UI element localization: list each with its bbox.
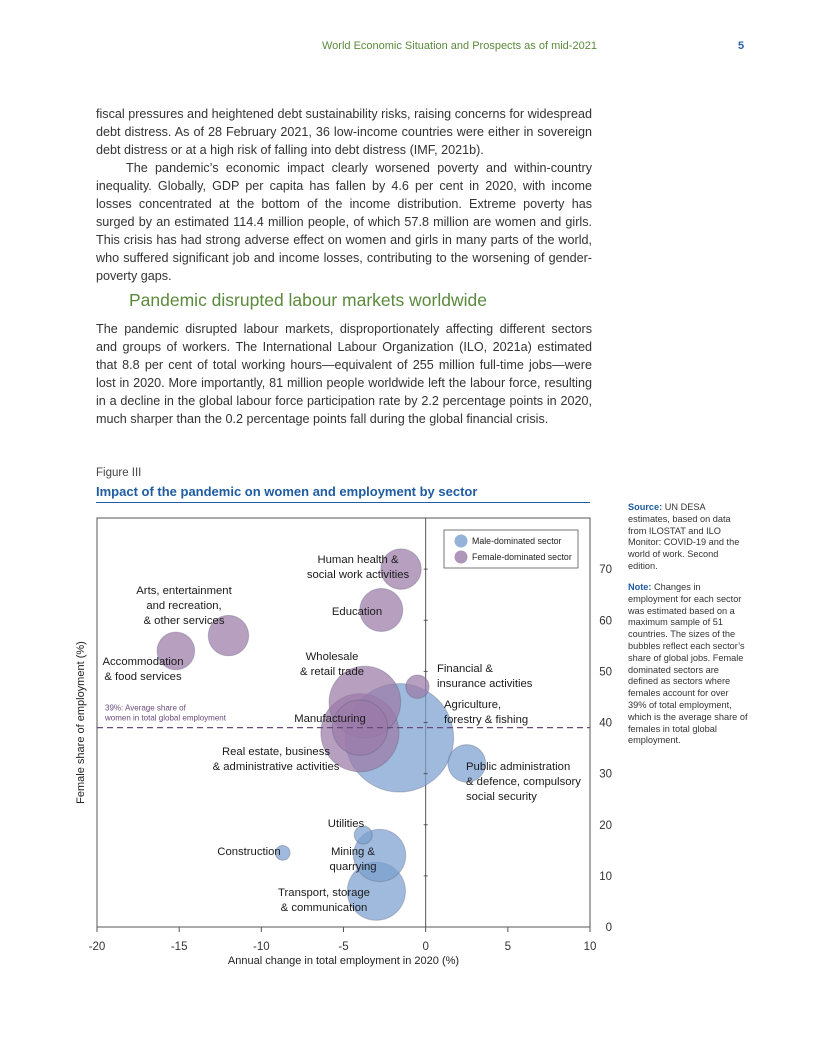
note-text: Changes in employment for each sector was estimated based on a maximum sample of 51 countries. The sizes of the bubbles reflect each sector’s share of global jobs. Female dominated sectors are defined as sectors where females account for over 39% of total employment, which is the average share of females in total global employment. [628, 582, 748, 746]
x-tick-label-6: 10 [583, 941, 597, 953]
page-number: 5 [738, 40, 745, 52]
section-heading: Pandemic disrupted labour markets worldwide [129, 290, 487, 310]
x-tick-label-1: -15 [170, 941, 188, 953]
bubble-label-8-1: & administrative activities [212, 761, 340, 773]
average-share-label-2: women in total global employment [105, 713, 226, 723]
bubble-label-13-1: & communication [280, 902, 368, 914]
bubble-label-1-2: & other services [143, 615, 225, 627]
bubble-label-7-0: Agriculture, [444, 699, 502, 711]
bubble-label-2-0: Education [331, 606, 383, 618]
bubble-label-9-2: social security [466, 791, 537, 803]
bubble-label-13-0: Transport, storage [278, 887, 370, 899]
y-tick-label-0: 0 [605, 922, 612, 934]
source-label: Source: [628, 502, 663, 512]
source-text: UN DESA estimates, based on data from ILOSTAT and ILO Monitor: COVID-19 and the world of work. Second edition. [628, 502, 740, 571]
y-axis-title: Female share of employment (%) [75, 641, 87, 804]
bubble-label-8-0: Real estate, business [221, 746, 331, 758]
bubble-label-3-1: & food services [104, 671, 182, 683]
bubble-label-1-1: and recreation, [146, 600, 222, 612]
legend-swatch-male [455, 535, 468, 548]
bubble-label-4-0: Wholesale [305, 651, 359, 663]
bubble-label-3-0: Accommodation [102, 656, 184, 668]
average-share-label-1: 39%: Average share of [105, 703, 186, 713]
bubble-label-12-1: quarrying [329, 861, 377, 873]
legend-swatch-female [455, 551, 468, 564]
bubble-5 [406, 675, 429, 698]
bubble-label-0-0: Human health & [317, 554, 399, 566]
y-tick-label-6: 60 [599, 615, 612, 628]
bubble-label-9-1: & defence, compulsory [466, 776, 581, 788]
y-tick-label-3: 30 [599, 768, 612, 781]
figure-title: Impact of the pandemic on women and employment by sector [96, 484, 478, 499]
running-title: World Economic Situation and Prospects as of mid-2021 [322, 40, 597, 52]
x-axis-title: Annual change in total employment in 2020 (%) [227, 955, 460, 967]
bubble-label-5-1: insurance activities [437, 678, 533, 690]
y-tick-label-4: 40 [599, 717, 612, 730]
bubble-label-7-1: forestry & fishing [444, 714, 529, 726]
paragraph-debt: fiscal pressures and heightened debt sustainability risks, raising concerns for widespread debt distress. As of 28 February 2021, 36 low-income countries were either in sovereign debt distress or at a high risk of falling into debt distress (IMF, 2021b). [96, 107, 592, 157]
bubble-label-6-0: Manufacturing [294, 713, 366, 725]
y-tick-label-7: 70 [599, 564, 612, 577]
bubble-label-4-1: & retail trade [299, 666, 365, 678]
bubble-label-0-1: social work activities [306, 569, 410, 581]
note-label: Note: [628, 582, 652, 592]
y-tick-label-5: 50 [599, 666, 612, 679]
bubble-label-12-0: Mining & [331, 846, 375, 858]
bubble-label-1-0: Arts, entertainment [136, 585, 232, 597]
x-tick-label-5: 5 [504, 941, 512, 953]
bubble-label-10-0: Utilities [327, 818, 365, 830]
y-tick-label-1: 10 [599, 870, 612, 883]
bubble-label-11-0: Construction [217, 846, 281, 858]
bubble-label-5-0: Financial & [437, 663, 493, 675]
x-tick-label-0: -20 [88, 941, 106, 953]
paragraph-poverty: The pandemic’s economic impact clearly worsened poverty and within-country inequality. Globally, GDP per capita has fallen by 4.6 per cent in 2020, with income losses concentrated at the bottom of the income distribution. Extreme poverty has surged by an estimated 114.4 million people, of which 57.8 million are women and girls. This crisis has had strong adverse effect on women and girls in many parts of the world, who suffered significant job and income losses, contributing to the worsening of gender-poverty gaps. [96, 161, 592, 283]
legend-label-male: Male-dominated sector [472, 536, 562, 546]
figure-label: Figure III [96, 467, 142, 479]
paragraph-labour: The pandemic disrupted labour markets, disproportionately affecting different sectors and groups of workers. The International Labour Organization (ILO, 2021a) estimated that 8.8 per cent of total working hours—equivalent of 255 million full-time jobs—were lost in 2020. More importantly, 81 million people worldwide left the labour force, resulting in a decline in the global labour force participation rate by 2.2 percentage points in 2020, much sharper than the 0.2 percentage points fall during the global financial crisis. [96, 322, 592, 426]
bubble-label-9-0: Public administration [466, 761, 571, 773]
x-tick-label-4: 0 [422, 941, 429, 953]
x-tick-label-3: -5 [338, 941, 349, 953]
x-tick-label-2: -10 [253, 941, 270, 953]
legend-label-female: Female-dominated sector [472, 552, 572, 562]
y-tick-label-2: 20 [599, 819, 612, 832]
